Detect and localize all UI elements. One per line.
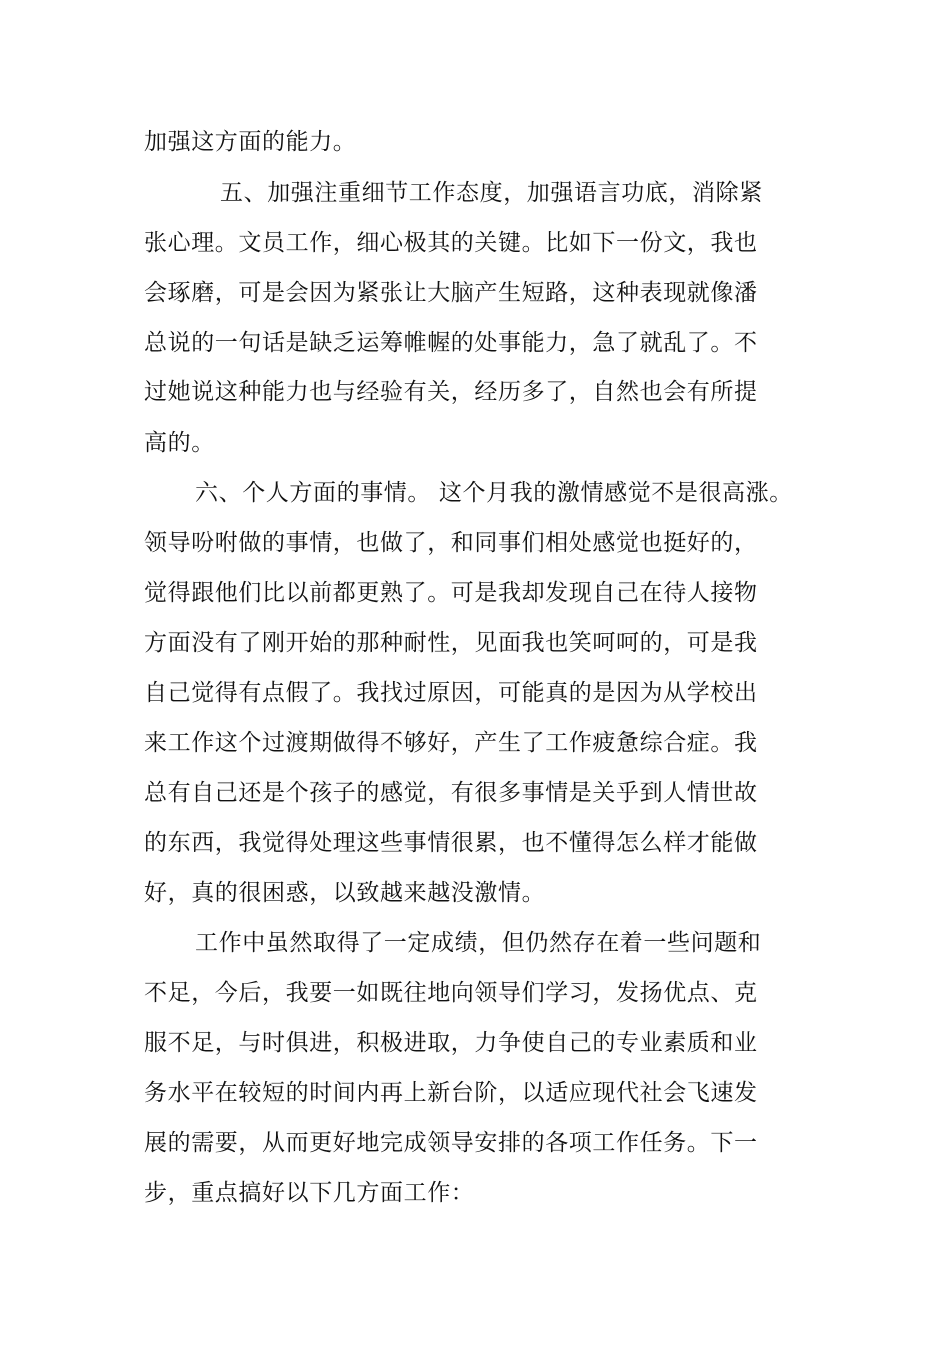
- text-line: 方面没有了刚开始的那种耐性，见面我也笑呵呵的，可是我: [144, 630, 758, 656]
- text-line: 加强这方面的能力。: [144, 129, 357, 155]
- text-line: 不足，今后，我要一如既往地向领导们学习，发扬优点、克: [144, 980, 758, 1006]
- text-line: 总说的一句话是缺乏运筹帷幄的处事能力，急了就乱了。不: [144, 330, 758, 356]
- text-line: 领导吩咐做的事情，也做了，和同事们相处感觉也挺好的，: [144, 530, 758, 556]
- paragraph-five-heading-line: 五、加强注重细节工作态度，加强语言功底，消除紧: [220, 180, 763, 206]
- summary-paragraph-first-line: 工作中虽然取得了一定成绩，但仍然存在着一些问题和: [195, 930, 762, 956]
- text-line: 会琢磨，可是会因为紧张让大脑产生短路，这种表现就像潘: [144, 280, 758, 306]
- text-line: 展的需要，从而更好地完成领导安排的各项工作任务。下一: [144, 1130, 758, 1156]
- text-line: 服不足，与时俱进，积极进取，力争使自己的专业素质和业: [144, 1030, 758, 1056]
- text-line: 来工作这个过渡期做得不够好，产生了工作疲惫综合症。我: [144, 730, 758, 756]
- text-line: 过她说这种能力也与经验有关，经历多了，自然也会有所提: [144, 379, 758, 405]
- text-line: 步，重点搞好以下几方面工作：: [144, 1180, 475, 1206]
- text-line: 觉得跟他们比以前都更熟了。可是我却发现自己在待人接物: [144, 580, 758, 606]
- text-line: 好，真的很困惑，以致越来越没激情。: [144, 880, 546, 906]
- paragraph-six-heading-line: 六、个人方面的事情。 这个月我的激情感觉不是很高涨。: [195, 480, 793, 506]
- text-line: 总有自己还是个孩子的感觉，有很多事情是关乎到人情世故: [144, 780, 758, 806]
- text-line: 张心理。文员工作，细心极其的关键。比如下一份文，我也: [144, 230, 758, 256]
- text-line: 自己觉得有点假了。我找过原因，可能真的是因为从学校出: [144, 680, 758, 706]
- text-line: 的东西，我觉得处理这些事情很累，也不懂得怎么样才能做: [144, 830, 758, 856]
- text-line: 高的。: [144, 430, 215, 456]
- text-line: 务水平在较短的时间内再上新台阶，以适应现代社会飞速发: [144, 1080, 758, 1106]
